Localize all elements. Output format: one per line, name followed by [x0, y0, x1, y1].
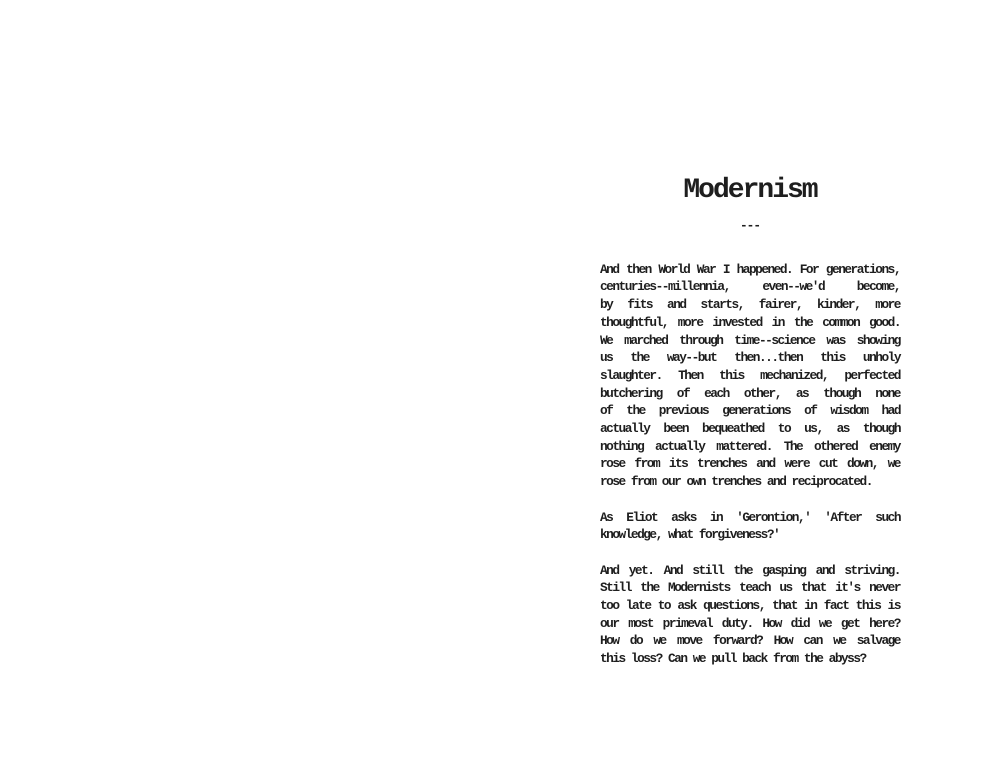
paragraph [600, 509, 900, 544]
text-line: How do we move forward? How can we salvage [600, 633, 900, 649]
text-line: centuries--millennia, even--we'd become, [600, 279, 900, 295]
text-line: by fits and starts, fairer, kinder, more [600, 297, 900, 313]
text-line: nothing actually mattered. The othered enemy [600, 438, 900, 454]
text-line: our most primeval duty. How did we get here? [600, 615, 900, 631]
text-line: And then World War I happened. For generations, [600, 261, 900, 277]
text-line: thoughtful, more invested in the common good. [600, 314, 900, 330]
text-line: too late to ask questions, that in fact this is [600, 598, 900, 614]
chapter-title: Modernism [683, 175, 817, 206]
text-line: butchering of each other, as though none [600, 385, 900, 401]
text-line: And yet. And still the gasping and striving. [600, 562, 900, 578]
text-line: rose from its trenches and were cut down, we [600, 456, 900, 472]
text-line: of the previous generations of wisdom had [600, 403, 900, 419]
text-line: Still the Modernists teach us that it's never [600, 580, 900, 596]
paragraph [600, 562, 900, 668]
text-line: this loss? Can we pull back from the abyss? [600, 651, 866, 667]
text-line: rose from our own trenches and reciprocated. [600, 474, 872, 490]
paragraph [600, 261, 900, 491]
text-line: We marched through time--science was showing [600, 332, 900, 348]
text-column [600, 176, 900, 668]
text-line: slaughter. Then this mechanized, perfected [600, 367, 900, 383]
body-text [600, 261, 900, 668]
text-line: us the way--but then...then this unholy [600, 350, 900, 366]
text-line: knowledge, what forgiveness?' [600, 527, 780, 543]
text-line: actually been bequeathed to us, as though [600, 421, 900, 437]
text-line: As Eliot asks in 'Gerontion,' 'After such [600, 509, 900, 525]
section-divider: --- [739, 218, 761, 233]
